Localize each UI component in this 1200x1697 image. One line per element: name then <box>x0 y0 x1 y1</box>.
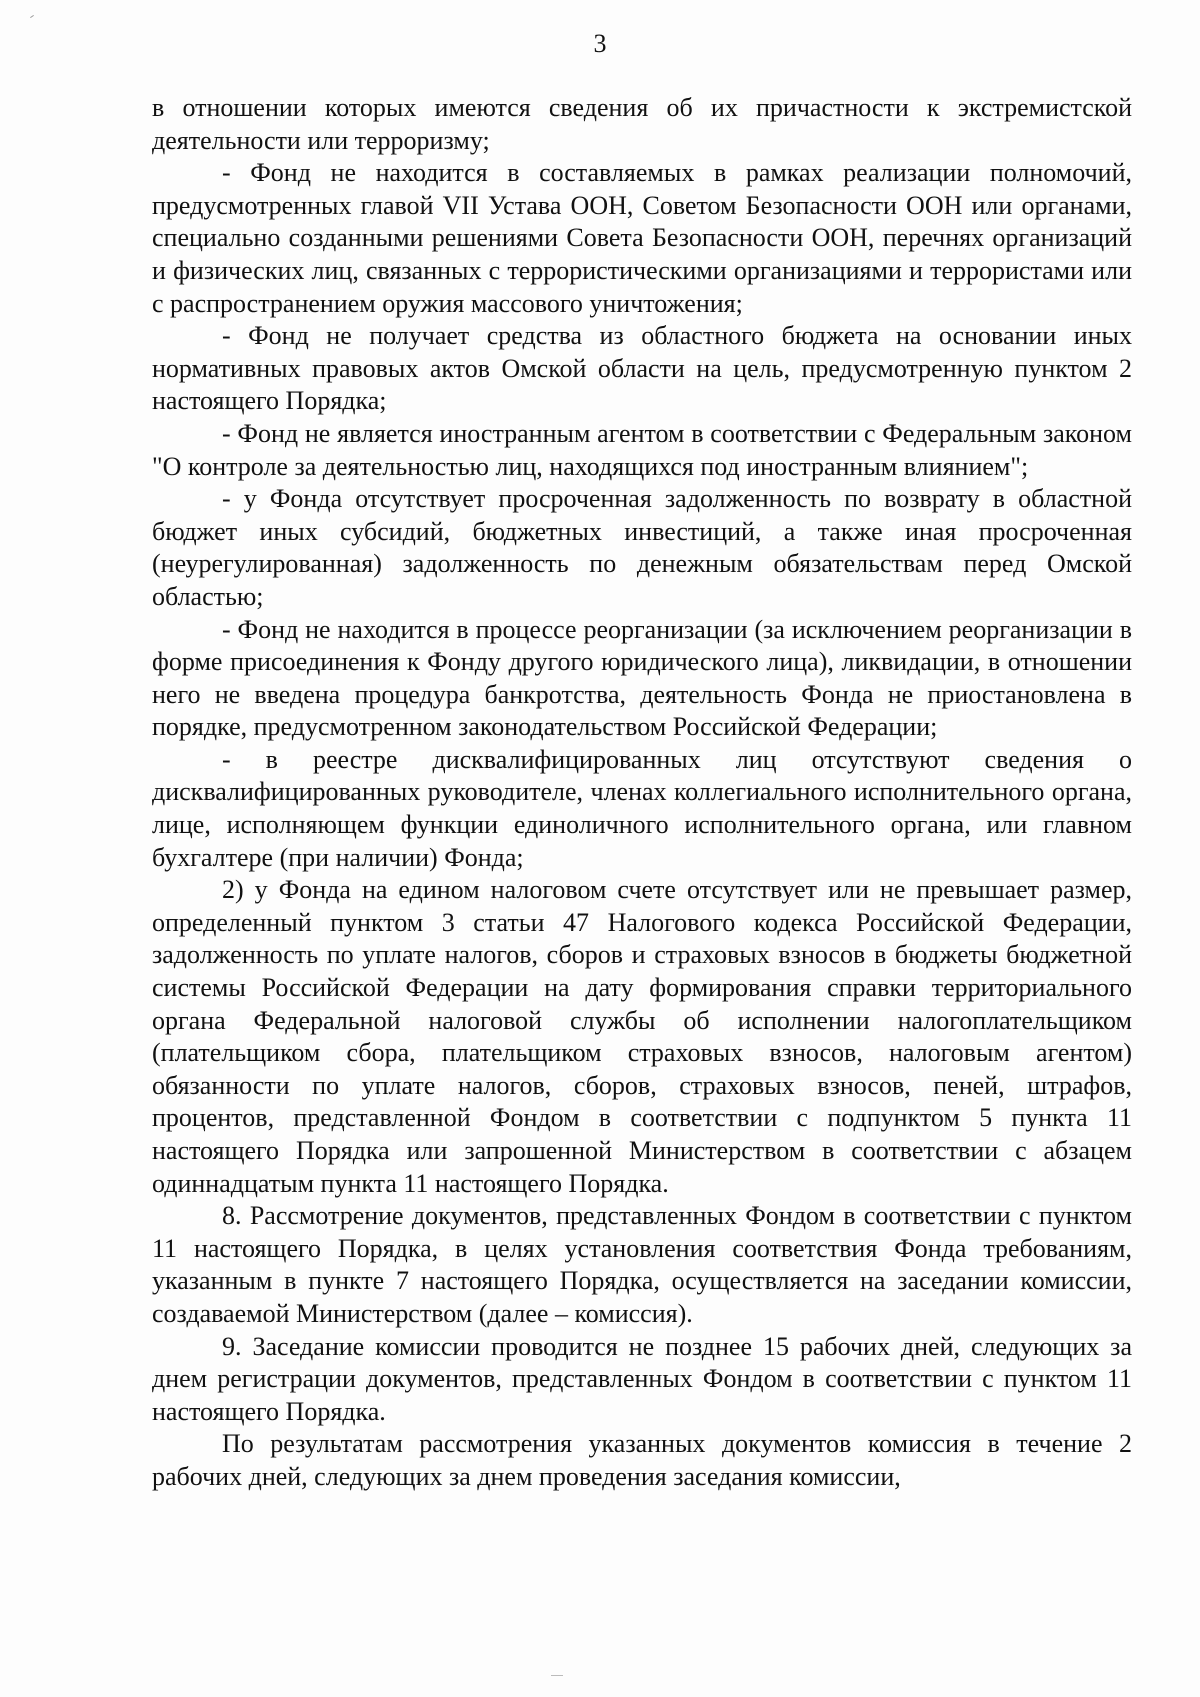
scan-artifact <box>551 1675 563 1676</box>
document-body <box>152 92 1132 1494</box>
paragraph-tax-account: 2) у Фонда на едином налоговом счете отсутствует или не превышает размер, определенный пунктом 3 статьи 47 Налогового кодекса Российской Федерации, задолженность по уплате налогов, сборов и страховых взносов в бюджеты бюджетной системы Российской Федерации на дату формирования справки территориального органа Федеральной налоговой службы об исполнении налогоплательщиком (плательщиком сбора, плательщиком страховых взносов, налоговым агентом) обязанности по уплате налогов, сборов, страховых взносов, пеней, штрафов, процентов, представленной Фондом в соответствии с подпунктом 5 пункта 11 настоящего Порядка или запрошенной Министерством в соответствии с абзацем одиннадцатым пункта 11 настоящего Порядка. <box>152 875 1132 1198</box>
paragraph-un-lists: - Фонд не находится в составляемых в рамках реализации полномочий, предусмотренных главой VII Устава ООН, Советом Безопасности ООН или органами, специально созданными решениями Совета Безопасности ООН, перечнях организаций и физических лиц, связанных с террористическими организациями и террористами или с распространением оружия массового уничтожения; <box>152 158 1132 318</box>
paragraph-regional-budget: - Фонд не получает средства из областного бюджета на основании иных нормативных правовых актов Омской области на цель, предусмотренную пунктом 2 настоящего Порядка; <box>152 321 1132 416</box>
paragraph-disqualified-persons: - в реестре дисквалифицированных лиц отсутствуют сведения о дисквалифицированных руководителе, членах коллегиального исполнительного органа, лице, исполняющем функции единоличного исполнительного органа, или главном бухгалтере (при наличии) Фонда; <box>152 744 1132 872</box>
paragraph-item-9: 9. Заседание комиссии проводится не позднее 15 рабочих дней, следующих за днем регистрации документов, представленных Фондом в соответствии с пунктом 11 настоящего Порядка. <box>152 1331 1132 1426</box>
paragraph-reorganization: - Фонд не находится в процессе реорганизации (за исключением реорганизации в форме присоединения к Фонду другого юридического лица), ликвидации, в отношении него не введена процедура банкротства, деятельность Фонда не приостановлена в порядке, предусмотренном законодательством Российской Федерации; <box>152 614 1132 742</box>
paragraph-item-8: 8. Рассмотрение документов, представленных Фондом в соответствии с пунктом 11 настоящего Порядка, в целях установления соответствия Фонда требованиям, указанным в пункте 7 настоящего Порядка, осуществляется на заседании комиссии, создаваемой Министерством (далее – комиссия). <box>152 1201 1132 1328</box>
paragraph-foreign-agent: - Фонд не является иностранным агентом в соответствии с Федеральным законом "О контроле за деятельностью лиц, находящихся под иностранным влиянием"; <box>152 418 1132 481</box>
paragraph-continuation: в отношении которых имеются сведения об их причастности к экстремистской деятельности или терроризму; <box>152 93 1132 155</box>
scan-mark <box>30 15 34 18</box>
paragraph-review-results: По результатам рассмотрения указанных документов комиссия в течение 2 рабочих дней, следующих за днем проведения заседания комиссии, <box>152 1429 1132 1491</box>
page-number: 3 <box>593 29 607 58</box>
paragraph-overdue-debt: - у Фонда отсутствует просроченная задолженность по возврату в областной бюджет иных субсидий, бюджетных инвестиций, а также иная просроченная (неурегулированная) задолженность по денежным обязательствам перед Омской областью; <box>152 484 1132 611</box>
